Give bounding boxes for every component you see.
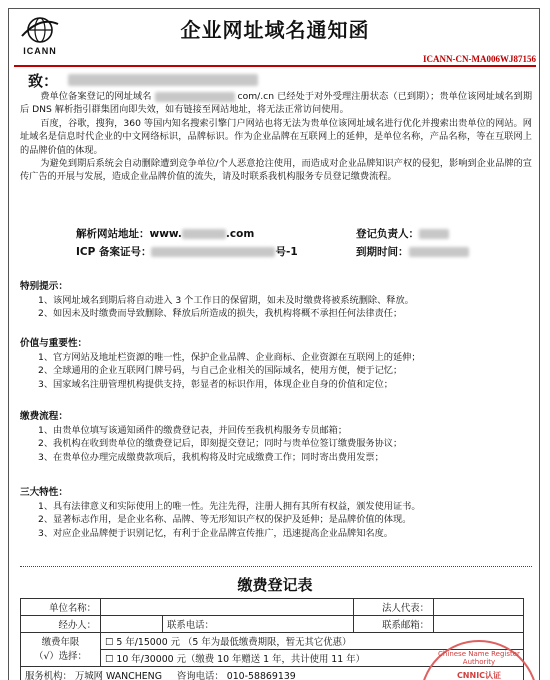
list-item: 2、显著标志作用，是企业名称、品牌、等无形知识产权的保护及延伸；是品牌价值的体现。 [38,514,412,525]
list-item: 3、国家域名注册管理机构提供支持，彰显者的标识作用，体现企业自身的价值和定位； [38,378,393,390]
page-title: 企业网址域名通知函 [180,18,370,42]
red-divider [14,65,536,67]
section-title: 缴费流程： [20,411,68,422]
phone-label: 联系电话： [167,620,214,631]
dotted-divider [20,566,532,567]
table-row [21,599,524,616]
logo-text: ICANN [23,46,57,56]
icp-redacted [151,247,275,257]
site-label: 解析网站地址：www. [76,228,182,240]
expire-date [356,244,469,259]
list-item: 3、对应企业品牌便于识别记忆，有利于企业品牌宣传推广，迅速提高企业品牌知名度。 [38,527,393,539]
years-label: 缴费年限 [41,636,80,648]
section-title: 价值与重要性： [20,338,88,349]
form-title: 缴费登记表 [237,576,313,594]
email-field[interactable] [434,616,524,633]
section-title: 三大特性： [20,487,68,498]
owner-redacted [419,229,449,239]
recipient-redacted [68,74,258,86]
service-org-name: 万城网 WANCHENG [74,671,162,680]
handler-label: 经办人： [21,616,101,633]
list-item: 1、官方网站及地址栏资源的唯一性，保护企业品牌、企业商标、企业资源在互联网上的延伸； [38,351,421,363]
table-row [21,616,524,633]
list-item: 2、如因未及时缴费而导致删除、释放后所造成的损失，我机构将概不承担任何法律责任； [38,308,403,319]
unit-name-label: 单位名称： [21,599,101,616]
unit-name-field[interactable] [101,599,354,616]
consult-phone-label: 咨询电话： [176,671,224,680]
list-item: 2、全球通用的企业互联网门牌号码，与自己企业相关的国际域名，使用方便，便于记忆； [38,365,403,376]
section-title: 特别提示： [20,281,68,292]
intro-paragraph-1 [20,90,532,117]
section-payment-flow [20,410,532,464]
section-features [20,486,532,540]
intro-p1-start: 费单位备案登记的网址域名 [40,91,152,102]
legal-rep-field[interactable] [434,599,524,616]
list-item: 1、具有法律意义和实际使用上的唯一性。先注先得，注册人拥有其所有权益，颁发使用证书。 [38,500,421,512]
list-item: 2、我机构在收到贵单位的缴费登记后，即刻提交登记；同时与贵单位签订缴费服务协议； [38,438,403,449]
years-select-label: （√）选择： [34,650,87,662]
phone-cell[interactable] [163,616,354,633]
site-address [76,226,254,241]
intro-p1-end: com/.cn 已经处于对外受理注册状态（已到期）；贵单位该网址域名到期后 DNS 解析指引群集团向即失效，如有链接至网站地址，将无法正常访问使用。 [20,91,533,116]
notice-code: ICANN-CN-MA006WJ87156 [423,54,536,64]
seal-ring-text: Chinese Name Register Authority [438,650,520,666]
expire-redacted [409,247,469,257]
owner [356,226,449,241]
handler-field[interactable] [101,616,163,633]
list-item: 1、由贵单位填写该通知函件的缴费登记表，并回传至我机构服务专员邮箱； [38,424,348,436]
recipient [28,70,58,91]
list-item: 3、在贵单位办理完成缴费款项后，我机构将及时完成缴费工作；同时寄出费用发票； [38,451,384,463]
intro-paragraph-3: 为避免到期后系统会自动删除遭到竞争单位/个人恶意抢注使用，而造成对企业品牌知识产权的侵犯，影响到企业品牌的宣传广告的开展与发展，造成企业品牌价值的流失，请及时联系我机构服务专员登记缴费流程。 [20,158,532,183]
recipient-label: 致： [28,72,59,90]
years-label-cell [21,633,101,667]
section-value [20,337,532,391]
domain-redacted [155,92,235,102]
icp-tail: 号-1 [275,246,298,258]
intro-paragraph-2: 百度，谷歌，搜狗，360 等国内知名搜索引擎门户网站也将无法为贵单位该网址域名进行优化并搜索出贵单位的网站。网址域名是信息时代企业的中文网络标识，品牌标识。作为企业品牌在互联网上的延伸，是单位名称，产品名称，等在互联网上的品牌价值的体现。 [20,117,532,156]
list-item: 1、该网址域名到期后将自动进入 3 个工作日的保留期，如未及时缴费将被系统删除、释放。 [38,294,414,306]
icp-label: ICP 备案证号： [76,246,152,258]
intro-body [20,90,532,184]
site-redacted [182,229,226,239]
icp-number [76,244,298,259]
table-row [21,633,524,650]
consult-phone-value: 010-58869139 [226,671,296,680]
seal-name: CNNIC认证 [456,671,502,680]
email-label: 联系邮箱： [354,616,434,633]
owner-label: 登记负责人： [356,228,419,240]
option-5-years[interactable]: ☐ 5 年/15000 元 （5 年为最低缴费期限，暂无其它优惠） [101,633,524,650]
site-tail: .com [225,228,255,240]
option-10-years[interactable]: ☐ 10 年/30000 元（缴费 10 年赠送 1 年，共计使用 11 年） [101,650,524,667]
service-org-label: 服务机构： [25,671,72,680]
expire-label: 到期时间： [356,246,409,258]
legal-rep-label: 法人代表： [354,599,434,616]
section-special-notice [20,280,532,321]
